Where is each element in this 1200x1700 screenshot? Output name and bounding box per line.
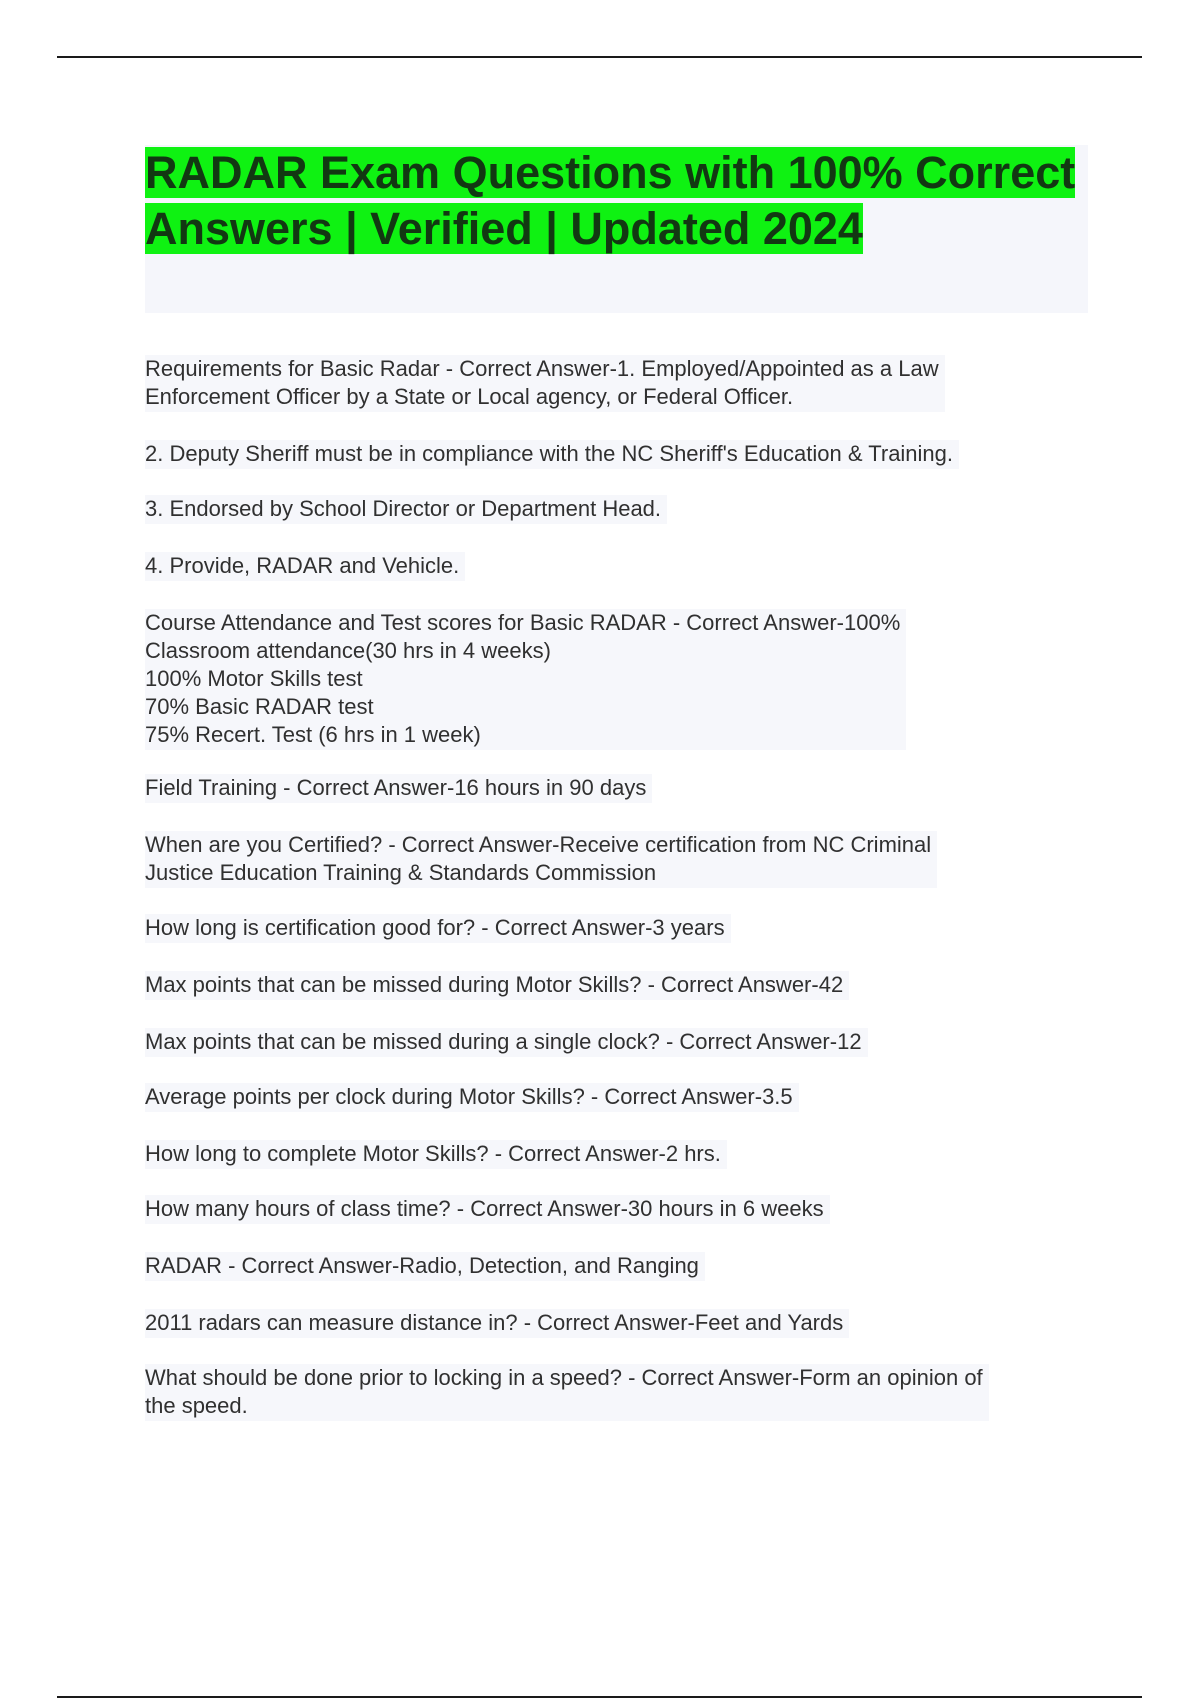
qa-item: Max points that can be missed during Motor Skills? - Correct Answer-42: [145, 971, 849, 1000]
qa-list: [145, 355, 1085, 1421]
title-block: [145, 145, 1088, 313]
header-rule: [57, 56, 1142, 58]
qa-item: How long to complete Motor Skills? - Correct Answer-2 hrs.: [145, 1140, 727, 1169]
qa-item: 2011 radars can measure distance in? - Correct Answer-Feet and Yards: [145, 1309, 849, 1338]
qa-item: Max points that can be missed during a single clock? - Correct Answer-12: [145, 1028, 868, 1057]
qa-item: 4. Provide, RADAR and Vehicle.: [145, 552, 465, 581]
qa-item: 3. Endorsed by School Director or Department Head.: [145, 495, 667, 524]
qa-item: RADAR - Correct Answer-Radio, Detection, and Ranging: [145, 1252, 705, 1281]
document-title: [145, 145, 1088, 257]
qa-item: Field Training - Correct Answer-16 hours in 90 days: [145, 774, 652, 803]
qa-item: Course Attendance and Test scores for Basic RADAR - Correct Answer-100% Classroom attendance(30 hrs in 4 weeks) 100% Motor Skills test 70% Basic RADAR test 75% Recert. Test (6 hrs in 1 week): [145, 609, 906, 750]
qa-item: Requirements for Basic Radar - Correct Answer-1. Employed/Appointed as a Law Enforcement Officer by a State or Local agency, or Federal Officer.: [145, 355, 945, 412]
document-title-highlight: RADAR Exam Questions with 100% Correct Answers | Verified | Updated 2024: [145, 147, 1076, 254]
qa-item: How long is certification good for? - Correct Answer-3 years: [145, 914, 731, 943]
qa-item: What should be done prior to locking in a speed? - Correct Answer-Form an opinion of the speed.: [145, 1364, 989, 1421]
qa-item: Average points per clock during Motor Skills? - Correct Answer-3.5: [145, 1083, 799, 1112]
footer-rule: [57, 1696, 1142, 1698]
qa-item: How many hours of class time? - Correct Answer-30 hours in 6 weeks: [145, 1195, 830, 1224]
qa-item: When are you Certified? - Correct Answer-Receive certification from NC Criminal Justice Education Training & Standards Commission: [145, 831, 937, 888]
qa-item: 2. Deputy Sheriff must be in compliance with the NC Sheriff's Education & Training.: [145, 440, 959, 469]
